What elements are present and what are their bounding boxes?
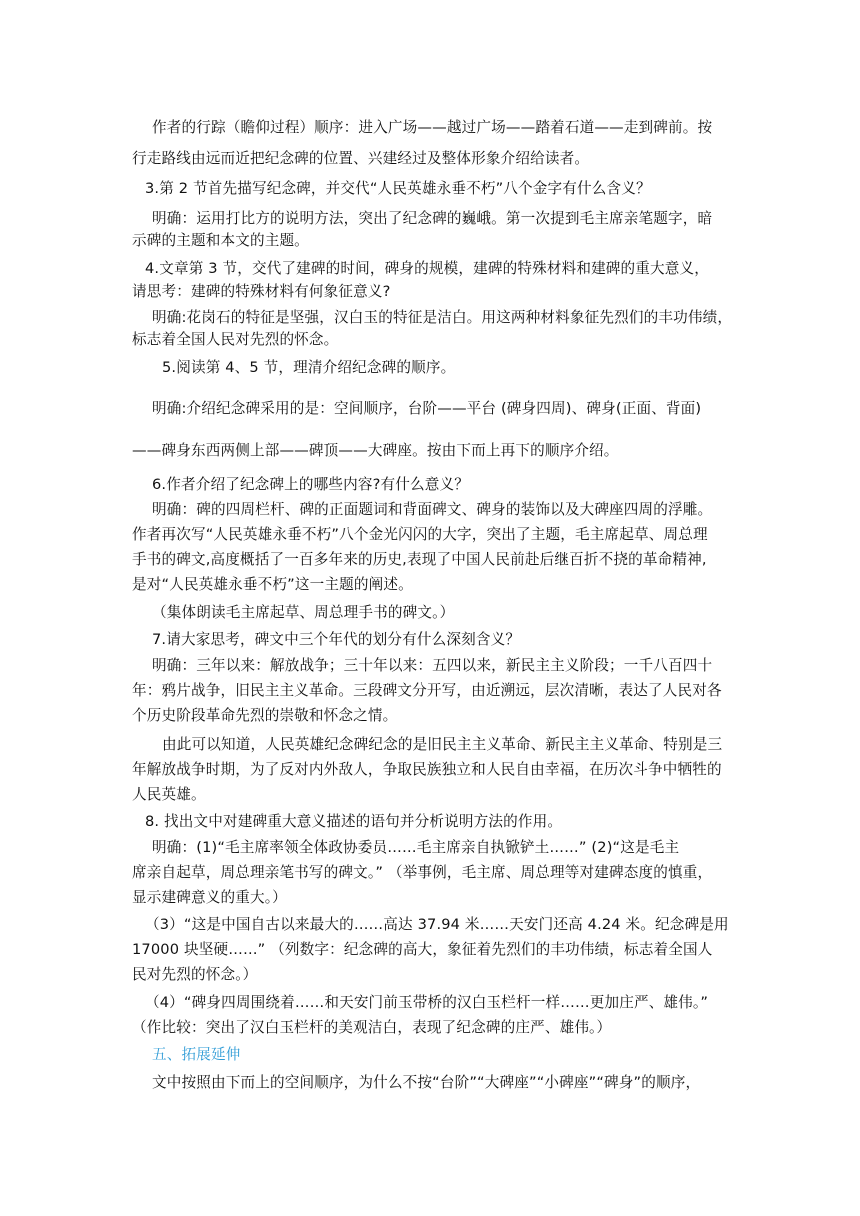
answer-line: 民对先烈的怀念。） bbox=[132, 966, 258, 983]
answer-line: 明确：运用打比方的说明方法，突出了纪念碑的巍峨。第一次提到毛主席亲笔题字，暗 bbox=[152, 210, 713, 227]
answer-line: 是对“人民英雄永垂不朽”这一主题的阐述。 bbox=[132, 576, 413, 593]
question-line: 请思考：建碑的特殊材料有何象征意义? bbox=[132, 283, 391, 300]
answer-line: 明确：(1)“毛主席率领全体政协委员……毛主席亲自执锨铲土……” (2)“这是毛主 bbox=[152, 839, 680, 856]
question-8: 8. 找出文中对建碑重大意义描述的语句并分析说明方法的作用。 bbox=[145, 813, 563, 830]
note-line: （集体朗读毛主席起草、周总理手书的碑文。） bbox=[152, 604, 455, 621]
answer-line: 席亲自起草，周总理亲笔书写的碑文。” （举事例，毛主席、周总理等对建碑态度的慎重， bbox=[132, 864, 713, 881]
answer-line: 手书的碑文,高度概括了一百多年来的历史,表现了中国人民前赴后继百折不挠的革命精神, bbox=[132, 551, 707, 568]
answer-line: 显示建碑意义的重大。） bbox=[132, 889, 287, 906]
answer-line: （作比较：突出了汉白玉栏杆的美观洁白，表现了纪念碑的庄严、雄伟。） bbox=[132, 1019, 612, 1036]
paragraph-line: 文中按照由下而上的空间顺序，为什么不按“台阶”“大碑座”“小碑座”“碑身”的顺序， bbox=[152, 1074, 701, 1091]
section-heading: 五、拓展延伸 bbox=[152, 1046, 241, 1063]
paragraph-line: 由此可以知道，人民英雄纪念碑纪念的是旧民主主义革命、新民主主义革命、特别是三 bbox=[162, 736, 723, 753]
answer-line: （4）“碑身四周围绕着……和天安门前玉带桥的汉白玉栏杆一样……更加庄严、雄伟。” bbox=[145, 994, 709, 1011]
paragraph-line: 人民英雄。 bbox=[132, 786, 206, 803]
question-3: 3.第 2 节首先描写纪念碑，并交代“人民英雄永垂不朽”八个金字有什么含义？ bbox=[145, 180, 651, 197]
answer-line: 明确:花岗石的特征是坚强，汉白玉的特征是洁白。用这两种材料象征先烈们的丰功伟绩， bbox=[152, 309, 733, 326]
question-7: 7.请大家思考，碑文中三个年代的划分有什么深刻含义？ bbox=[152, 631, 521, 648]
answer-line: 17000 块坚硬……” （列数字：纪念碑的高大，象征着先烈们的丰功伟绩，标志着全国人 bbox=[132, 941, 713, 958]
question-4: 4.文章第 3 节，交代了建碑的时间，碑身的规模，建碑的特殊材料和建碑的重大意义， bbox=[145, 260, 710, 277]
answer-line: 个历史阶段革命先烈的崇敬和怀念之情。 bbox=[132, 707, 398, 724]
answer-line: 明确:介绍纪念碑采用的是：空间顺序，台阶——平台 (碑身四周)、碑身(正面、背面) bbox=[152, 400, 702, 417]
answer-line: 作者再次写“人民英雄永垂不朽”八个金光闪闪的大字，突出了主题，毛主席起草、周总理 bbox=[132, 526, 708, 543]
question-5: 5.阅读第 4、5 节，理清介绍纪念碑的顺序。 bbox=[162, 359, 456, 376]
paragraph-line: 行走路线由远而近把纪念碑的位置、兴建经过及整体形象介绍给读者。 bbox=[132, 150, 590, 167]
answer-line: ——碑身东西两侧上部——碑顶——大碑座。按由下而上再下的顺序介绍。 bbox=[132, 442, 619, 459]
answer-line: （3）“这是中国自古以来最大的……高达 37.94 米……天安门还高 4.24 米。纪念碑是用 bbox=[145, 916, 729, 933]
answer-line: 明确：碑的四周栏杆、碑的正面题词和背面碑文、碑身的装饰以及大碑座四周的浮雕。 bbox=[152, 501, 713, 518]
answer-line: 年：鸦片战争，旧民主主义革命。三段碑文分开写，由近溯远，层次清晰，表达了人民对各 bbox=[132, 682, 722, 699]
question-6: 6.作者介绍了纪念碑上的哪些内容?有什么意义？ bbox=[152, 476, 469, 493]
paragraph-line: 年解放战争时期，为了反对内外敌人，争取民族独立和人民自由幸福，在历次斗争中牺牲的 bbox=[132, 761, 722, 778]
answer-line: 示碑的主题和本文的主题。 bbox=[132, 232, 309, 249]
answer-line: 明确：三年以来：解放战争；三十年以来：五四以来，新民主主义阶段；一千八百四十 bbox=[152, 657, 713, 674]
paragraph-line: 作者的行踪（瞻仰过程）顺序：进入广场——越过广场——踏着石道——走到碑前。按 bbox=[152, 119, 713, 136]
answer-line: 标志着全国人民对先烈的怀念。 bbox=[132, 331, 339, 348]
